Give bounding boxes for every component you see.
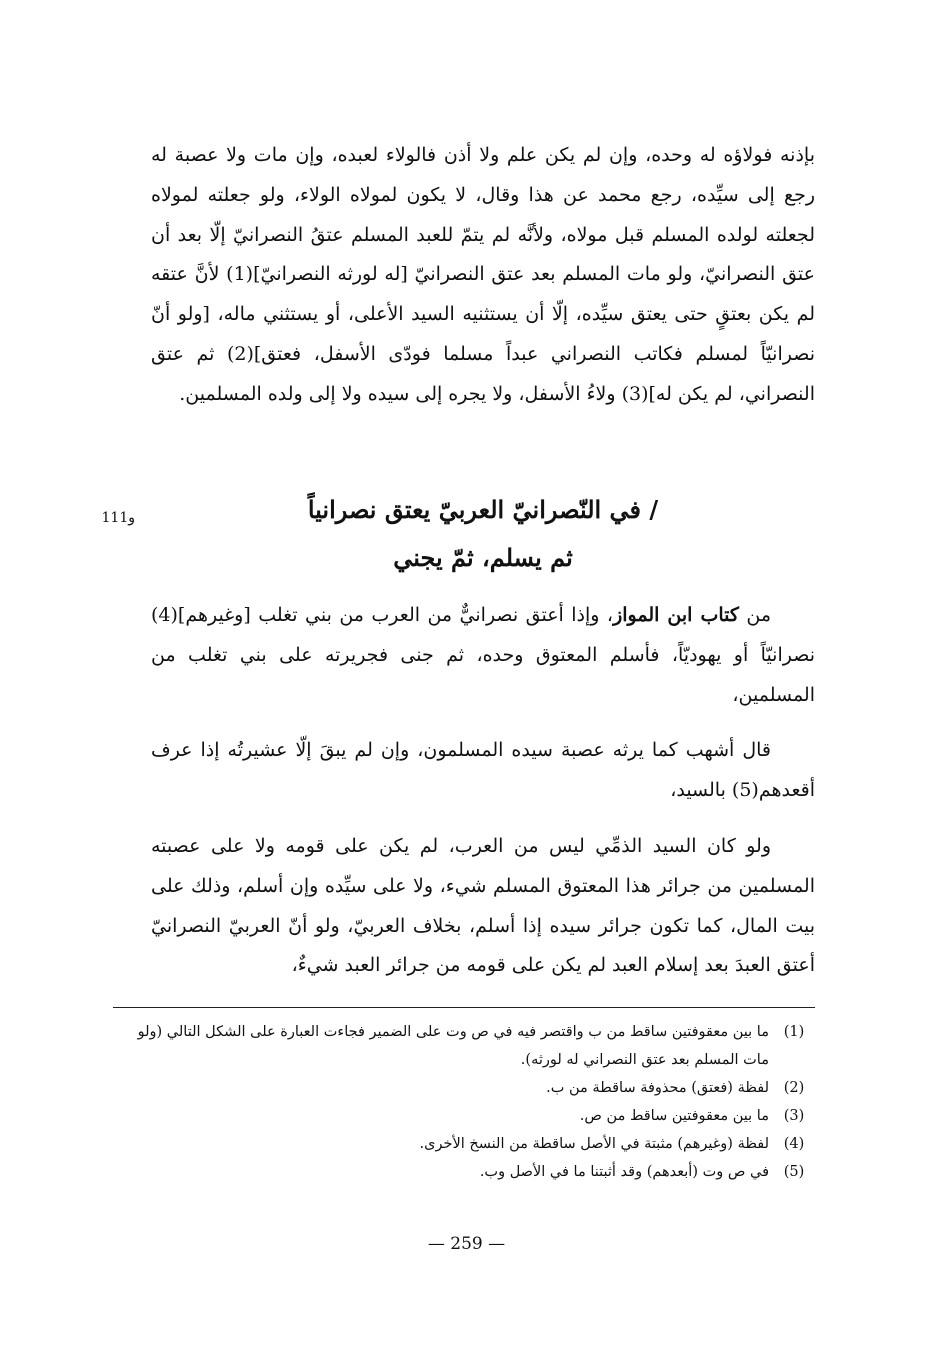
footnote	[113, 1158, 815, 1186]
paragraph: قال أشهب كما يرثه عصبة سيده المسلمون، وإن لم يبقَ إلّا عشيرتُه إذا عرف أقعدهم(5) بالسيد،	[151, 739, 815, 802]
heading-line-1: / في النّصرانيّ العربيّ يعتق نصرانياً	[307, 495, 659, 524]
footnote-number: (4)	[783, 1136, 805, 1152]
footnote	[113, 1018, 815, 1074]
footnote-number: (1)	[783, 1024, 805, 1040]
body-text-section-1	[151, 136, 815, 415]
footnote-number: (2)	[783, 1080, 805, 1096]
footnote	[113, 1102, 815, 1130]
footnote	[113, 1074, 815, 1102]
footnote	[113, 1130, 815, 1158]
paragraph: بإذنه فولاؤه له وحده، وإن لم يكن علم ولا أذن فالولاء لعبده، وإن مات ولا عصبة له رجع إلى سيِّده، رجع محمد عن هذا وقال، لا يكون لمولاه الولاء، ولو جعلته لمولاه لجعلته لولده المسلم قبل مولاه، ولأنَّه لم يتمّ للعبد المسلم عتقُ النصرانيّ إلّا بعد أن عتق النصرانيّ، ولو مات المسلم بعد عتق النصرانيّ [له لورثه النصرانيّ](1) لأنَّ عتقه لم يكن بعتقٍ حتى يعتق سيِّده، إلّا أن يستثنيه السيد الأعلى، أو يستثني ماله، [ولو أنّ نصرانيّاً لمسلم فكاتب النصراني عبداً مسلما فودّى الأسفل، فعتق](2) ثم عتق النصراني، لم يكن له](3) ولاءُ الأسفل، ولا يجره إلى سيده ولا إلى ولده المسلمين.	[151, 144, 815, 405]
footnote-text: ما بين معقوفتين ساقط من ص.	[579, 1108, 769, 1124]
footnote-number: (5)	[783, 1164, 805, 1180]
footnote-text: لفظة (فعتق) محذوفة ساقطة من ب.	[546, 1080, 769, 1096]
page-number: — 259 —	[427, 1234, 506, 1254]
footnote-text: لفظة (وغيرهم) مثبتة في الأصل ساقطة من النسخ الأخرى.	[419, 1136, 769, 1152]
footnote-separator	[113, 1007, 815, 1008]
footnote-text: في ص وت (أبعدهم) وقد أثبتنا ما في الأصل وب.	[479, 1164, 769, 1180]
section-heading	[151, 486, 815, 582]
folio-margin-note: 111و	[101, 510, 135, 526]
paragraph-text: ، وإذا أعتق نصرانيٌّ من العرب من بني تغلب [وغيرهم](4) نصرانيّاً أو يهوديّاً، فأسلم المعتوق وحده، ثم جنى فجريرته على بني تغلب من المسلمين،	[151, 604, 815, 706]
heading-line-2: ثم يسلم، ثمّ يجني	[393, 543, 573, 572]
footnote-number: (3)	[783, 1108, 805, 1124]
paragraph-lead: من	[738, 604, 771, 626]
footnotes	[113, 1018, 815, 1186]
paragraph	[151, 596, 815, 715]
body-text-section-2	[151, 596, 815, 986]
paragraph: ولو كان السيد الذمِّي ليس من العرب، لم يكن على قومه ولا على عصبته المسلمين من جرائر هذا المعتوق المسلم شيء، ولا على سيِّده وإن أسلم، وذلك على بيت المال، كما تكون جرائر سيده إذا أسلم، بخلاف العربيّ، ولو أنّ العربيّ النصرانيّ أعتق العبدَ بعد إسلام العبد لم يكن على قومه من جرائر العبد شيءٌ،	[151, 834, 815, 977]
footnote-text: ما بين معقوفتين ساقط من ب واقتصر فيه في ص وت على الضمير فجاءت العبارة على الشكل التالي (ولو مات المسلم بعد عتق النصراني له لورثه).	[137, 1024, 769, 1068]
source-title: كتاب ابن المواز	[613, 604, 739, 626]
